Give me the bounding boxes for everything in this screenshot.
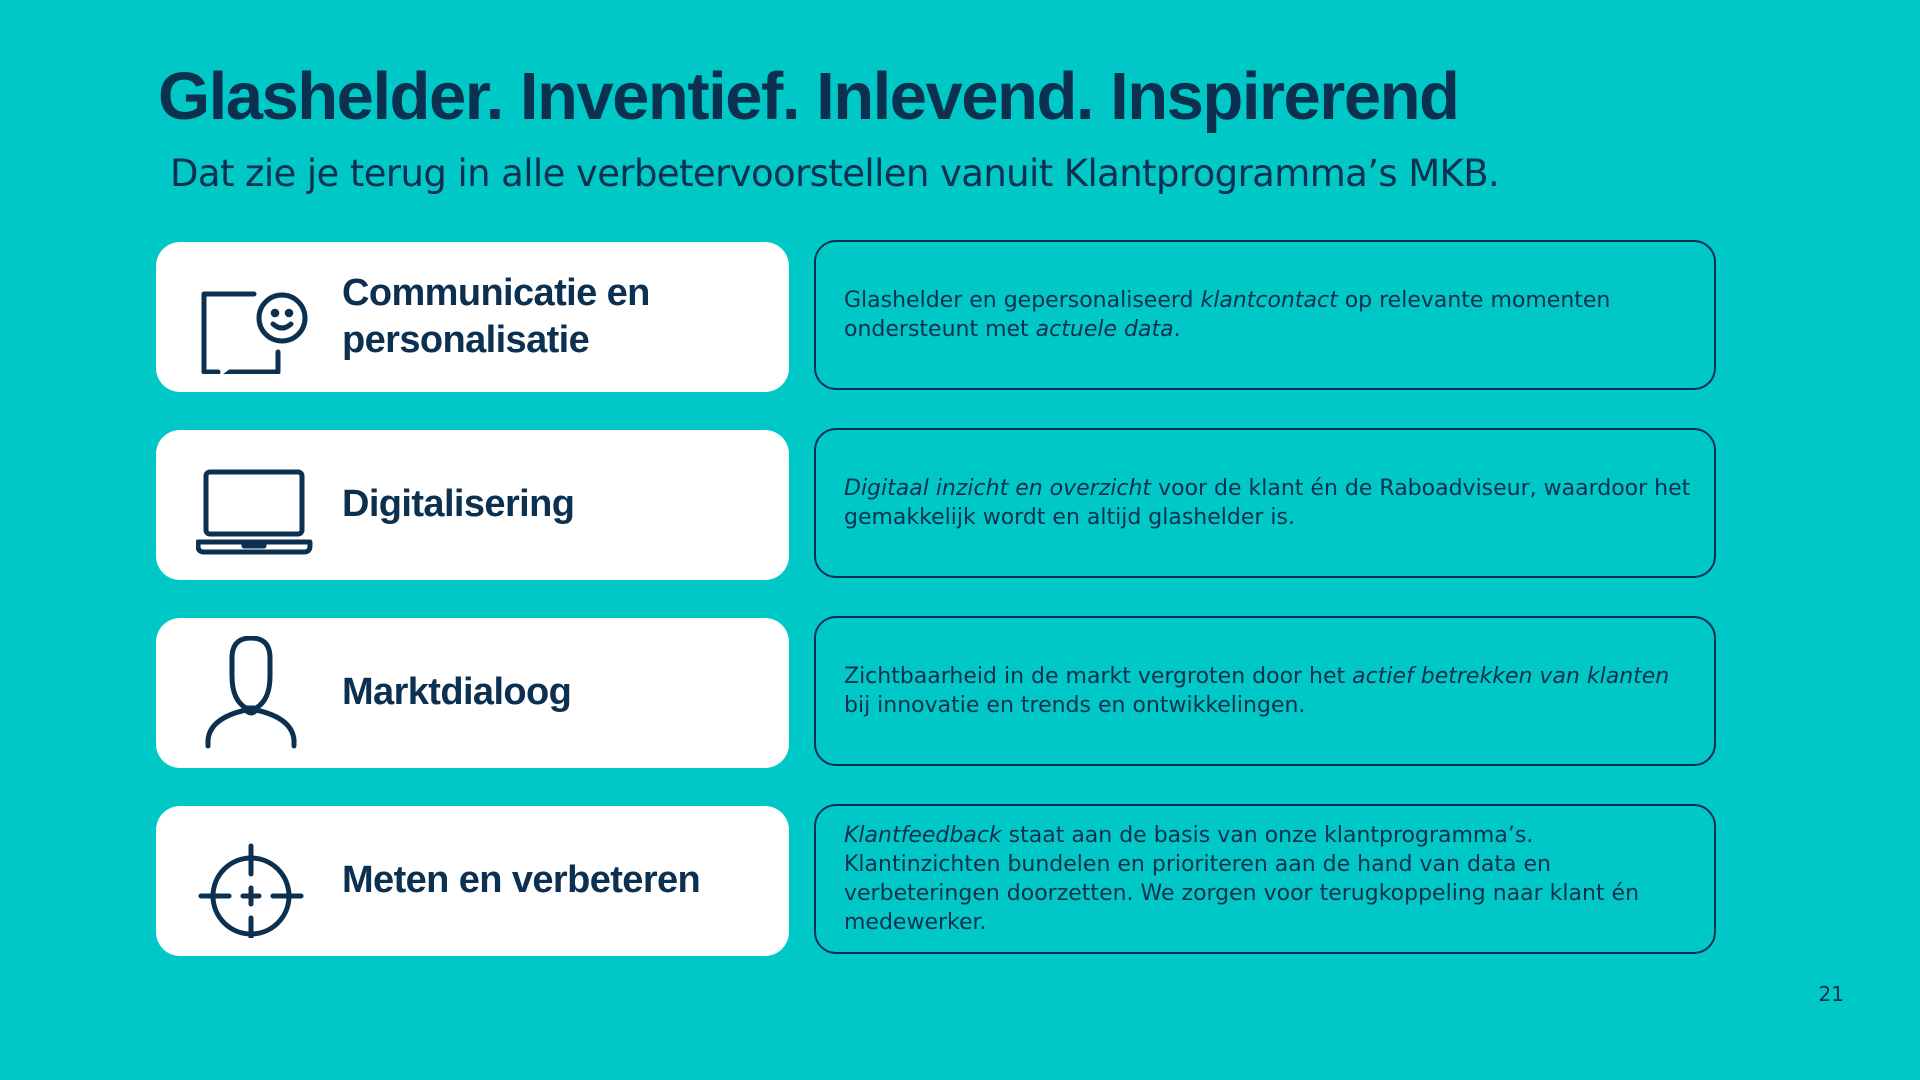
pillar-title: Digitalisering — [342, 483, 575, 526]
pillar-row-communicatie — [0, 242, 1920, 394]
pillar-title-line1: Communicatie en — [342, 271, 650, 314]
desc-text: . — [1173, 317, 1181, 342]
laptop-icon — [196, 448, 316, 562]
desc-text: op relevante momenten ondersteunt met — [844, 288, 1611, 342]
desc-text: staat aan de basis van onze klantprogramma’s. Klantinzichten bundelen en prioriteren aan de hand van data en verbeteringen doorzetten. We zorgen voor terugkoppeling naar klant én medewerker. — [844, 823, 1640, 935]
desc-emphasis: Digitaal inzicht en overzicht — [844, 476, 1152, 501]
pillar-description — [844, 242, 1692, 388]
pillar-title-line2: personalisatie — [342, 319, 590, 361]
desc-emphasis: klantcontact — [1200, 288, 1338, 313]
desc-text: voor de klant én de Raboadviseur, waardoor het gemakkelijk wordt en altijd glashelder is. — [844, 476, 1691, 530]
pillar-description-card — [814, 616, 1716, 766]
slide-subtitle: Dat zie je terug in alle verbetervoorstellen vanuit Klantprogramma’s MKB. — [170, 152, 1500, 195]
pillar-title — [342, 242, 762, 392]
chat-bubble-smiley-icon — [196, 260, 316, 374]
pillar-row-meten — [0, 806, 1920, 958]
desc-text: bij innovatie en trends en ontwikkelingen. — [844, 693, 1306, 718]
pillar-description — [844, 618, 1692, 764]
pillar-card — [156, 430, 789, 580]
pillar-description-card — [814, 240, 1716, 390]
pillar-description-card — [814, 804, 1716, 954]
pillar-card — [156, 618, 789, 768]
pillar-title: Marktdialoog — [342, 671, 572, 714]
pillar-description — [844, 430, 1692, 576]
pillar-card — [156, 806, 789, 956]
desc-text: Glashelder en gepersonaliseerd — [844, 288, 1201, 313]
desc-text: Zichtbaarheid in de markt vergroten door het — [844, 664, 1353, 689]
desc-emphasis: Klantfeedback — [844, 823, 1002, 848]
pillar-card — [156, 242, 789, 392]
pillar-description-card — [814, 428, 1716, 578]
slide-title: Glashelder. Inventief. Inlevend. Inspirerend — [158, 59, 1459, 134]
crosshair-target-icon — [196, 824, 316, 938]
pillar-row-digitalisering — [0, 430, 1920, 582]
person-icon — [196, 636, 316, 750]
page-number: 21 — [1818, 982, 1844, 1006]
pillar-description — [844, 806, 1692, 952]
desc-emphasis: actuele data — [1035, 317, 1174, 342]
pillar-title: Meten en verbeteren — [342, 859, 701, 902]
desc-emphasis: actief betrekken van klanten — [1352, 664, 1670, 689]
pillar-row-marktdialoog — [0, 618, 1920, 770]
